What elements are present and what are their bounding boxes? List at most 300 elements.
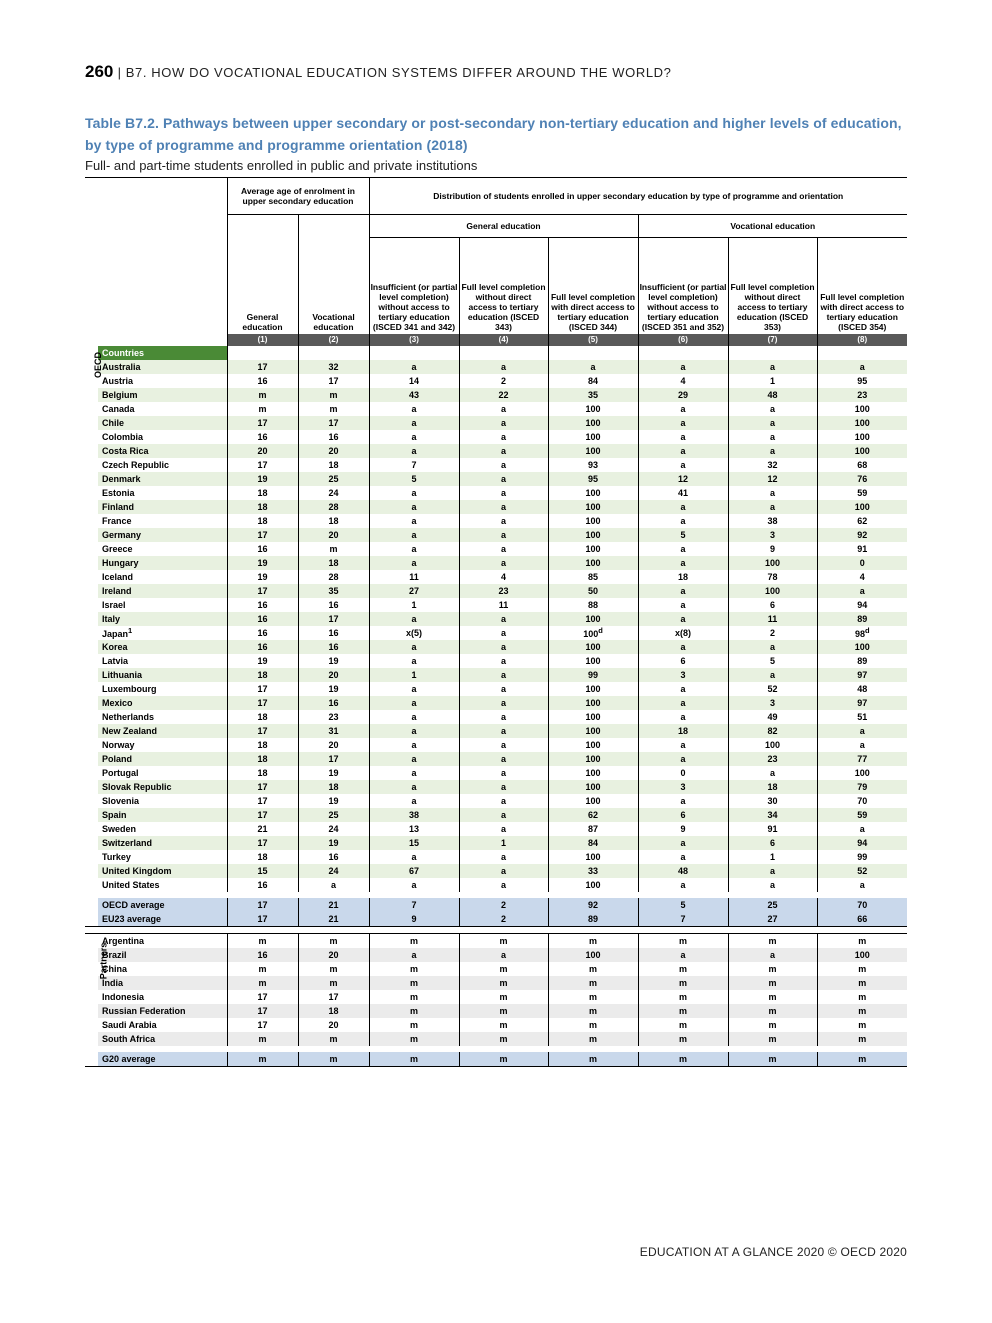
table-cell [227, 542, 298, 556]
cell-value: 16 [328, 431, 339, 442]
country-name [98, 912, 227, 927]
table-cell [817, 500, 907, 514]
cell-value: 100 [585, 613, 601, 624]
table-cell [638, 766, 728, 780]
country-name [98, 542, 227, 556]
cell-value: a [680, 683, 686, 694]
cell-value: 18 [328, 459, 339, 470]
table-cell [227, 990, 298, 1004]
table-cell [369, 710, 459, 724]
table-cell [298, 933, 369, 948]
cell-value: m [499, 1019, 508, 1030]
cell-value: m [768, 963, 777, 974]
table-cell [548, 822, 638, 836]
cell-value: 17 [257, 837, 268, 848]
cell-value: m [410, 1019, 419, 1030]
cell-value: a [501, 557, 507, 568]
table-cell [227, 822, 298, 836]
cell-value: 32 [328, 361, 339, 372]
table-cell [638, 486, 728, 500]
table-cell [817, 710, 907, 724]
cell-value: 35 [588, 389, 599, 400]
country-label: India [102, 977, 124, 988]
cell-value: m [768, 1053, 777, 1064]
table-cell [459, 556, 548, 570]
table-cell [459, 682, 548, 696]
cell-value: 2 [501, 913, 507, 924]
cell-value: 100 [854, 949, 870, 960]
table-cell [227, 948, 298, 962]
table-cell [369, 430, 459, 444]
cell-value: a [501, 361, 507, 372]
cell-value: a [590, 361, 596, 372]
table-cell [369, 514, 459, 528]
table-row [85, 808, 907, 822]
table-cell [817, 990, 907, 1004]
table-cell [817, 626, 907, 640]
table-cell [369, 444, 459, 458]
table-cell [638, 780, 728, 794]
table-cell [548, 444, 638, 458]
cell-value: a [501, 543, 507, 554]
cell-value: a [501, 403, 507, 414]
table-cell [548, 472, 638, 486]
cell-value: a [859, 739, 865, 750]
cell-value: 9 [680, 823, 686, 834]
table-cell [459, 528, 548, 542]
country-name [98, 654, 227, 668]
table-cell [548, 542, 638, 556]
cell-value: a [411, 711, 417, 722]
table-cell [369, 668, 459, 682]
cell-value: 98 [854, 629, 865, 639]
table-cell [817, 976, 907, 990]
table-cell [548, 878, 638, 892]
table-cell [459, 990, 548, 1004]
table-cell [227, 402, 298, 416]
cell-value: 18 [257, 669, 268, 680]
table-cell [728, 878, 817, 892]
table-row [85, 472, 907, 486]
oecd-label: OECD [93, 351, 104, 378]
country-label: Switzerland [102, 837, 153, 848]
table-cell [369, 696, 459, 710]
table-cell [548, 976, 638, 990]
cell-value: 100 [854, 403, 870, 414]
cell-value: m [858, 991, 867, 1002]
table-cell [817, 486, 907, 500]
table-cell [227, 612, 298, 626]
table-cell [638, 640, 728, 654]
table-cell [638, 1018, 728, 1032]
table-cell [817, 822, 907, 836]
table-cell [548, 780, 638, 794]
cell-value: a [501, 515, 507, 526]
table-cell [638, 1052, 728, 1067]
country-name [98, 808, 227, 822]
cell-value: 2 [501, 899, 507, 910]
cell-value: a [680, 879, 686, 890]
cell-value: 100 [585, 725, 601, 736]
table-cell [638, 388, 728, 402]
cell-value: 17 [257, 991, 268, 1002]
table-cell [298, 612, 369, 626]
table-cell [369, 1032, 459, 1046]
table-cell [638, 346, 728, 360]
cell-value: 29 [678, 389, 689, 400]
cell-value: 100 [585, 879, 601, 890]
cell-value: m [679, 977, 688, 988]
cell-value: a [411, 753, 417, 764]
cell-value: a [770, 865, 776, 876]
cell-value: a [411, 529, 417, 540]
table-cell [227, 710, 298, 724]
country-label: Colombia [102, 431, 144, 442]
cell-value: 4 [501, 571, 507, 582]
cell-value: 18 [257, 487, 268, 498]
cell-value: 52 [767, 683, 778, 694]
table-cell [227, 374, 298, 388]
cell-value: a [770, 501, 776, 512]
table-cell [817, 472, 907, 486]
country-label: Lithuania [102, 669, 142, 680]
table-cell [548, 1052, 638, 1067]
table-cell [728, 1018, 817, 1032]
table-cell [459, 388, 548, 402]
table-cell [227, 514, 298, 528]
table-cell [298, 912, 369, 927]
table-cell [638, 360, 728, 374]
country-footnote: 1 [128, 626, 133, 635]
cell-value: m [329, 403, 338, 414]
cell-value: 100 [585, 767, 601, 778]
country-name [98, 570, 227, 584]
country-name [98, 752, 227, 766]
table-cell [298, 374, 369, 388]
table-cell [298, 948, 369, 962]
table-cell [728, 933, 817, 948]
table-cell [728, 752, 817, 766]
cell-value: m [858, 1033, 867, 1044]
cell-value: a [501, 627, 507, 638]
cell-value: 0 [680, 767, 686, 778]
table-title: Table B7.2. Pathways between upper secondary or post-secondary non-tertiary education and higher levels of education, by type of programme and programme orientation (2018) [85, 115, 902, 153]
country-label: Estonia [102, 487, 135, 498]
table-cell [728, 556, 817, 570]
table-cell [298, 486, 369, 500]
table-cell [459, 654, 548, 668]
country-name [98, 486, 227, 500]
cell-value: 32 [767, 459, 778, 470]
table-row [85, 682, 907, 696]
table-cell [548, 654, 638, 668]
cell-value: a [501, 613, 507, 624]
table-cell [728, 486, 817, 500]
table-cell [728, 780, 817, 794]
table-cell [728, 402, 817, 416]
country-label: Norway [102, 739, 135, 750]
country-name [98, 1052, 227, 1067]
table-cell [369, 346, 459, 360]
country-name [98, 668, 227, 682]
table-cell [227, 654, 298, 668]
table-cell [548, 430, 638, 444]
country-name [98, 1032, 227, 1046]
table-row [85, 780, 907, 794]
cell-value: 4 [680, 375, 686, 386]
table-cell [548, 864, 638, 878]
cell-value: m [679, 1033, 688, 1044]
cell-value: a [501, 739, 507, 750]
cell-value: 52 [857, 865, 868, 876]
table-cell [369, 1052, 459, 1067]
cell-value: a [859, 361, 865, 372]
table-cell [459, 668, 548, 682]
cell-value: a [680, 837, 686, 848]
table-row [85, 794, 907, 808]
cell-value: 17 [328, 613, 339, 624]
cell-value: 82 [767, 725, 778, 736]
cell-value: 66 [857, 913, 868, 924]
table-cell [459, 822, 548, 836]
country-name [98, 640, 227, 654]
cell-value: a [680, 543, 686, 554]
cell-value: 18 [257, 711, 268, 722]
country-name [98, 990, 227, 1004]
table-cell [638, 878, 728, 892]
table-cell [548, 898, 638, 912]
table-row [85, 668, 907, 682]
table-cell [638, 822, 728, 836]
cell-value: 18 [257, 501, 268, 512]
table-cell [369, 962, 459, 976]
cell-value: a [501, 795, 507, 806]
country-name [98, 724, 227, 738]
country-label: Russian Federation [102, 1005, 186, 1016]
country-label: Spain [102, 809, 127, 820]
table-cell [638, 458, 728, 472]
cell-value: a [411, 431, 417, 442]
table-cell [728, 598, 817, 612]
table-cell [298, 836, 369, 850]
cell-value: 6 [680, 809, 686, 820]
table-cell [298, 878, 369, 892]
country-name [98, 584, 227, 598]
cell-value: m [679, 991, 688, 1002]
table-cell [817, 556, 907, 570]
cell-value: 59 [857, 809, 868, 820]
table-cell [369, 766, 459, 780]
country-name [98, 500, 227, 514]
cell-value: m [410, 991, 419, 1002]
table-row [85, 374, 907, 388]
cell-value: a [501, 459, 507, 470]
table-cell [227, 1018, 298, 1032]
table-row [85, 724, 907, 738]
table-cell [548, 724, 638, 738]
cell-value: a [411, 879, 417, 890]
cell-value: a [680, 501, 686, 512]
cell-value: 3 [770, 529, 776, 540]
cell-value: 7 [411, 459, 417, 470]
header-general-education: General education [369, 215, 638, 238]
table-row [85, 444, 907, 458]
table-cell [298, 1032, 369, 1046]
cell-value: m [679, 1053, 688, 1064]
cell-value: m [329, 963, 338, 974]
table-cell [817, 458, 907, 472]
table-cell [728, 898, 817, 912]
table-cell [548, 752, 638, 766]
table-cell [638, 682, 728, 696]
cell-value: m [329, 543, 338, 554]
country-label: Portugal [102, 767, 139, 778]
table-cell [548, 696, 638, 710]
table-row [85, 752, 907, 766]
table-cell [298, 360, 369, 374]
cell-value: 16 [257, 375, 268, 386]
table-subtitle: Full- and part-time students enrolled in public and private institutions [85, 158, 478, 173]
table-cell [459, 1032, 548, 1046]
cell-value: 6 [680, 655, 686, 666]
table-row [85, 416, 907, 430]
cell-value: m [410, 1005, 419, 1016]
table-row [85, 990, 907, 1004]
table-cell [728, 962, 817, 976]
cell-value: 62 [588, 809, 599, 820]
cell-value: 100 [585, 739, 601, 750]
cell-value: a [859, 725, 865, 736]
cell-value: 62 [857, 515, 868, 526]
country-label: China [102, 963, 128, 974]
cell-value: 48 [767, 389, 778, 400]
table-cell [298, 416, 369, 430]
group-label-oecd [85, 346, 104, 892]
table-cell [298, 898, 369, 912]
cell-value: 3 [680, 781, 686, 792]
country-name [98, 388, 227, 402]
cell-value: 91 [857, 543, 868, 554]
table-cell [369, 528, 459, 542]
table-cell [638, 444, 728, 458]
table-cell [638, 598, 728, 612]
table-cell [369, 822, 459, 836]
table-cell [227, 794, 298, 808]
table-cell [728, 458, 817, 472]
table-cell [638, 948, 728, 962]
table-cell [817, 912, 907, 927]
cell-value: m [589, 1053, 598, 1064]
cell-value: 19 [328, 767, 339, 778]
cell-value: m [679, 963, 688, 974]
cell-value: 100 [854, 501, 870, 512]
table-cell [548, 948, 638, 962]
cell-value: a [501, 683, 507, 694]
cell-value: a [501, 697, 507, 708]
cell-value: 100 [585, 515, 601, 526]
table-cell [298, 766, 369, 780]
cell-value: a [411, 767, 417, 778]
table-cell [459, 542, 548, 556]
cell-value: 48 [857, 683, 868, 694]
country-name [98, 766, 227, 780]
cell-value: 100 [585, 501, 601, 512]
table-cell [817, 514, 907, 528]
table-cell [548, 612, 638, 626]
cell-value: a [770, 431, 776, 442]
table-cell [227, 836, 298, 850]
table-cell [548, 738, 638, 752]
cell-value: a [411, 683, 417, 694]
cell-footnote: d [864, 626, 870, 635]
cell-value: a [680, 613, 686, 624]
table-cell [548, 374, 638, 388]
table-cell [728, 500, 817, 514]
table-cell [817, 346, 907, 360]
table-cell [728, 1032, 817, 1046]
table-row [85, 654, 907, 668]
cell-value: 27 [409, 585, 420, 596]
cell-value: 70 [857, 795, 868, 806]
table-row [85, 948, 907, 962]
col-header-1: General education [227, 215, 298, 334]
table-cell [227, 738, 298, 752]
table-cell [728, 374, 817, 388]
cell-value: a [770, 403, 776, 414]
cell-value: 92 [857, 529, 868, 540]
table-cell [548, 962, 638, 976]
cell-value: 50 [588, 585, 599, 596]
table-cell [369, 570, 459, 584]
table-cell [227, 682, 298, 696]
cell-value: 17 [257, 529, 268, 540]
cell-value: 1 [411, 599, 417, 610]
table-cell [459, 738, 548, 752]
cell-value: a [770, 669, 776, 680]
cell-value: 24 [328, 823, 339, 834]
table-cell [548, 1032, 638, 1046]
cell-value: 100 [585, 697, 601, 708]
cell-value: a [770, 487, 776, 498]
table-cell [548, 584, 638, 598]
cell-value: 11 [767, 613, 778, 624]
table-cell [459, 444, 548, 458]
cell-value: a [501, 711, 507, 722]
cell-value: 77 [857, 753, 868, 764]
table-cell [459, 514, 548, 528]
table-cell [298, 668, 369, 682]
cell-value: a [501, 487, 507, 498]
table-cell [298, 598, 369, 612]
cell-value: m [768, 991, 777, 1002]
table-cell [817, 864, 907, 878]
table-cell [459, 850, 548, 864]
table-cell [817, 528, 907, 542]
table-cell [459, 346, 548, 360]
table-cell [298, 458, 369, 472]
table-cell [459, 962, 548, 976]
cell-value: 94 [857, 837, 868, 848]
cell-value: 89 [857, 655, 868, 666]
cell-value: m [768, 1033, 777, 1044]
cell-value: 18 [257, 753, 268, 764]
table-cell [817, 794, 907, 808]
table-cell [817, 836, 907, 850]
country-label: OECD average [102, 899, 165, 910]
table-cell [369, 626, 459, 640]
country-label: Austria [102, 375, 134, 386]
col-header-4: Full level completion without direct access to tertiary education (ISCED 343) [459, 238, 548, 334]
